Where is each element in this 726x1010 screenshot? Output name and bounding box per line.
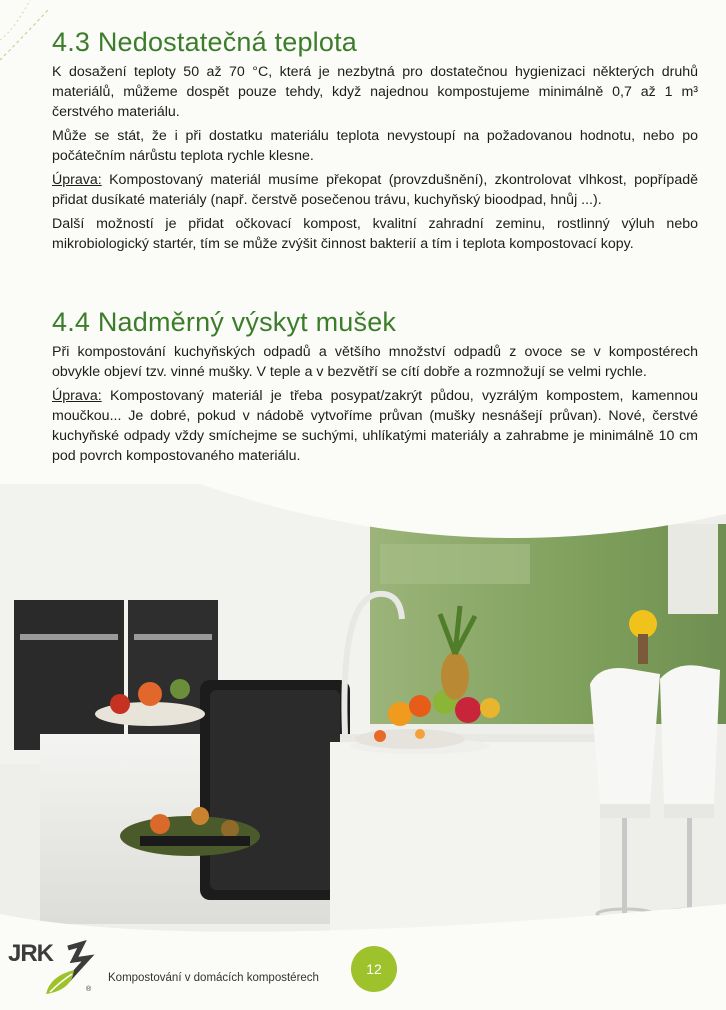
- remedy-text: Kompostovaný materiál je třeba posypat/zakrýt půdou, vyzrálým kompostem, kamennou moučkou... Je dobré, pokud v nádobě vytvoříme průvan (mušky nesnášejí průvan). Nové, čerstvé kuchyňské odpady vždy smíchejme se suchými, uhlíkatými materiály a zahrabme je minimálně 10 cm pod povrch kompostovaného materiálu.: [52, 388, 698, 464]
- section-heading: 4.4 Nadměrný výskyt mušek: [52, 307, 397, 337]
- registered-mark: ®: [86, 986, 92, 993]
- paragraph: Další možností je přidat očkovací kompost, kvalitní zahradní zeminu, rostlinný výluh nebo mikrobiologický startér, tím se může zvýšit činnost bakterií a tím i teplota kompostovací kopy.: [52, 216, 698, 252]
- remedy-label: Úprava:: [52, 388, 102, 404]
- kitchen-photo: [0, 484, 726, 954]
- paragraph: [52, 170, 698, 210]
- page-number: 12: [351, 946, 397, 992]
- footer-title: Kompostování v domácích kompostérech: [108, 972, 319, 984]
- paragraph: Při kompostování kuchyňských odpadů a většího množství odpadů z ovoce se v kompostérech obvykle objeví tzv. vinné mušky. V teple a v bezvětří se cítí dobře a rozmnožují se velmi rychle.: [52, 344, 698, 380]
- decorative-leaf-corner: [0, 0, 60, 80]
- section-4-4: [52, 302, 698, 466]
- logo-text: JRK: [8, 940, 54, 967]
- paragraph: Může se stát, že i při dostatku materiálu teplota nevystoupí na požadovanou hodnotu, nebo po počátečním nárůstu teplota rychle klesne.: [52, 128, 698, 164]
- paragraph: K dosažení teploty 50 až 70 °C, která je nezbytná pro dostatečnou hygienizaci některých druhů materiálů, můžeme dospět pouze tehdy, když najednou kompostujeme minimálně 0,7 až 1 m³ čerstvého materiálu.: [52, 64, 698, 120]
- section-heading: 4.3 Nedostatečná teplota: [52, 27, 358, 57]
- paragraph: [52, 386, 698, 466]
- remedy-label: Úprava:: [52, 172, 102, 188]
- remedy-text: Kompostovaný materiál musíme překopat (provzdušnění), zkontrolovat vlhkost, popřípadě přidat dusíkaté materiály (např. čerstvě posečenou trávu, kuchyňský bioodpad, hnůj ...).: [52, 172, 698, 208]
- section-4-3: [52, 22, 698, 254]
